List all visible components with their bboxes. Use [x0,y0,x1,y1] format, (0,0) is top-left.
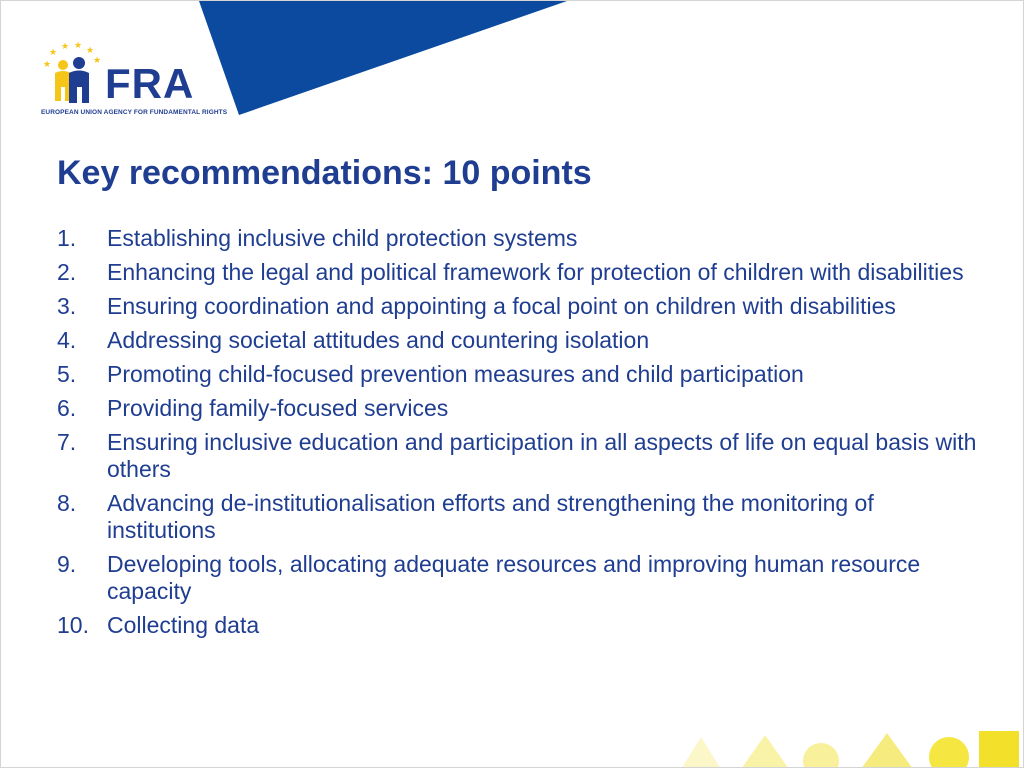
list-item [57,612,987,639]
list-item [57,490,987,544]
logo-wordmark: FRA [105,60,195,107]
header-band-shape [199,1,567,115]
list-item-text: Promoting child-focused prevention measures and child participation [107,361,804,387]
list-item [57,259,987,286]
list-item-text: Ensuring coordination and appointing a focal point on children with disabilities [107,293,896,319]
list-item-number: 10. [57,612,89,638]
list-item [57,225,987,252]
list-item-number: 1. [57,225,77,251]
list-item [57,293,987,320]
svg-text:★: ★ [49,48,58,58]
list-item [57,327,987,354]
list-item-number: 2. [57,259,77,285]
list-item-text: Advancing de-institutionalisation efforts and strengthening the monitoring of institutions [107,490,874,543]
list-item-text: Providing family-focused services [107,395,449,421]
list-item [57,429,987,483]
logo-figures-icon [41,41,105,107]
list-item-number: 5. [57,361,77,387]
list-item [57,361,987,388]
decor-triangle-2 [741,735,789,768]
list-item-number: 8. [57,490,77,516]
svg-text:★: ★ [86,46,95,56]
logo-subtitle: EUROPEAN UNION AGENCY FOR FUNDAMENTAL RIGHTS [41,109,228,116]
svg-text:★: ★ [93,56,102,66]
decor-square [979,731,1019,768]
list-item-text: Developing tools, allocating adequate resources and improving human resource capacity [107,551,921,604]
list-item-number: 3. [57,293,77,319]
list-item-text: Collecting data [107,612,260,638]
list-item [57,551,987,605]
list-item-number: 7. [57,429,77,455]
recommendations-list [57,225,987,646]
list-item-text: Enhancing the legal and political framework for protection of children with disabilities [107,259,964,285]
slide-title: Key recommendations: 10 points [57,154,592,192]
decor-triangle-3 [861,733,913,768]
svg-text:★: ★ [43,60,52,70]
list-item-number: 9. [57,551,77,577]
fra-logo [41,41,228,121]
decor-circle-2 [929,737,969,768]
decor-triangle-1 [681,737,721,768]
list-item-number: 4. [57,327,77,353]
list-item [57,395,987,422]
list-item-number: 6. [57,395,77,421]
list-item-text: Addressing societal attitudes and countering isolation [107,327,650,353]
svg-text:★: ★ [74,41,83,51]
list-item-text: Establishing inclusive child protection systems [107,225,578,251]
footer-decoration [661,717,1024,768]
decor-circle-1 [803,743,839,768]
svg-text:★: ★ [61,42,70,52]
list-item-text: Ensuring inclusive education and participation in all aspects of life on equal basis with others [107,429,977,482]
